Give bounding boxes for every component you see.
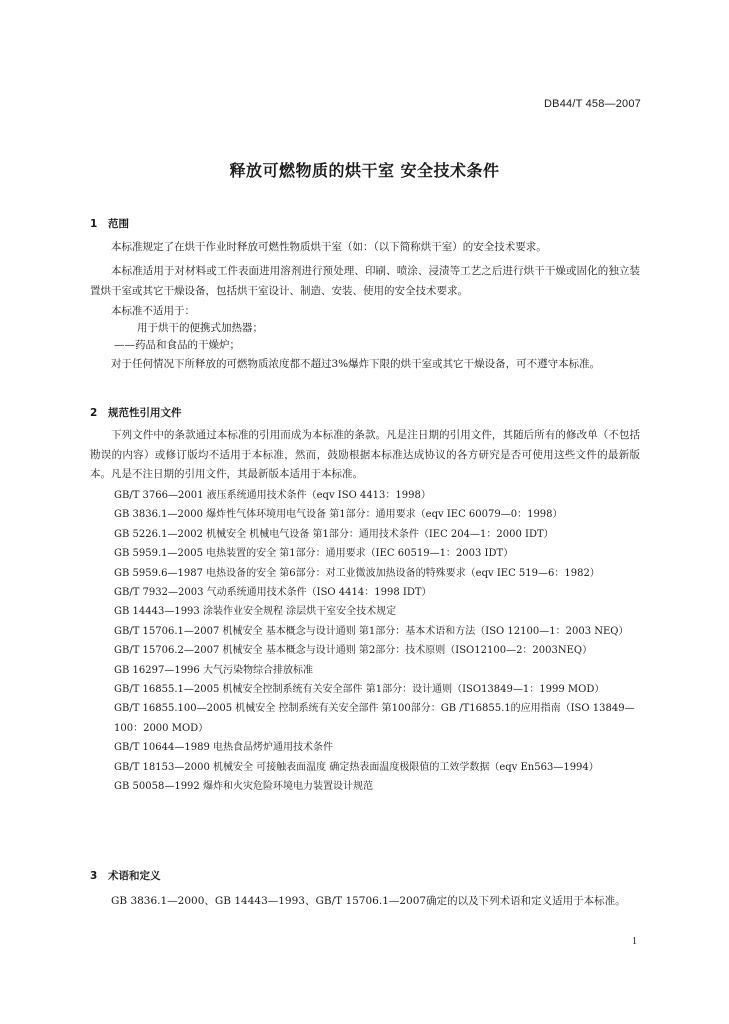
page-number: 1	[632, 936, 637, 947]
reference-item: GB/T 3766—2001 液压系统通用技术条件（eqv ISO 4413：1998）	[114, 490, 431, 501]
reference-item: GB 16297—1996 大气污染物综合排放标准	[114, 664, 313, 676]
normative-references-list	[114, 486, 646, 797]
reference-item: GB/T 18153—2000 机械安全 可接触表面温度 确定热表面温度极限值的工效学数据（eqv En563—1994）	[114, 761, 599, 773]
section-2-heading	[90, 405, 182, 420]
section-1-para-1: 本标准规定了在烘干作业时释放可燃性物质烘干室（如：（以下简称烘干室）的安全技术要求。	[111, 241, 547, 253]
reference-item: GB/T 10644—1989 电热食品烤炉通用技术条件	[114, 742, 333, 754]
reference-item: GB 5959.6—1987 电热设备的安全 第6部分：对工业微波加热设备的特殊要求（eqv IEC 519—6：1982）	[114, 567, 600, 579]
reference-item: GB 5959.1—2005 电热装置的安全 第1部分：通用要求（IEC 60519—1：2003 IDT）	[114, 548, 514, 560]
section-3-number: 3	[90, 870, 98, 882]
section-3-title: 术语和定义	[108, 870, 161, 882]
reference-item: GB/T 15706.2—2007 机械安全 基本概念与设计通则 第2部分：技术原则（ISO12100—2：2003NEQ）	[114, 645, 593, 657]
reference-item: GB/T 7932—2003 气动系统通用技术条件（ISO 4414：1998 IDT）	[114, 587, 432, 599]
section-2-intro: 下列文件中的条款通过本标准的引用而成为本标准的条款。凡是注日期的引用文件，其随后所有的修改单（不包括勘误的内容）或修订版均不适用于本标准，然而，鼓励根据本标准达成协议的各方研究是否可使用这些文件的最新版本。凡是不注日期的引用文件，其最新版本适用于本标准。	[90, 429, 640, 480]
reference-item: GB 50058—1992 爆炸和火灾危险环境电力装置设计规范	[114, 781, 373, 793]
section-1-para-4: 对于任何情况下所释放的可燃物质浓度都不超过3%爆炸下限的烘干室或其它干燥设备，可不遵守本标准。	[111, 358, 601, 370]
reference-item: GB 3836.1—2000 爆炸性气体环境用电气设备 第1部分：通用要求（eqv IEC 60079—0：1998）	[114, 509, 563, 521]
reference-item: GB 14443—1993 涂装作业安全规程 涂层烘干室安全技术规定	[114, 606, 397, 618]
reference-item: GB 5226.1—2002 机械安全 机械电气设备 第1部分：通用技术条件（IEC 204—1：2000 IDT）	[114, 528, 554, 540]
section-1-para-2: 本标准适用于对材料或工件表面进用溶剂进行预处理、印刷、喷涂、浸渍等工艺之后进行烘干干燥或固化的独立装置烘干室或其它干燥设备，包括烘干室设计、制造、安装、使用的安全技术要求。	[90, 265, 640, 297]
reference-item: GB/T 16855.100—2005 机械安全 控制系统有关安全部件 第100部分：GB /T16855.1的应用指南（ISO 13849—100：2000 MOD）	[114, 703, 635, 734]
section-2-title: 规范性引用文件	[108, 407, 182, 419]
section-1-number: 1	[90, 218, 98, 230]
section-1-title: 范围	[108, 218, 129, 230]
document-title: 释放可燃物质的烘干室 安全技术条件	[229, 161, 500, 180]
section-3-para-1: GB 3836.1—2000、GB 14443—1993、GB/T 15706.1—2007确定的以及下列术语和定义适用于本标准。	[111, 895, 626, 907]
section-3-heading	[90, 868, 161, 883]
reference-item: GB/T 16855.1—2005 机械安全控制系统有关安全部件 第1部分：设计通则（ISO13849—1：1999 MOD）	[114, 684, 605, 696]
section-1-para-3: 本标准不适用于：	[111, 305, 195, 317]
section-1-heading	[90, 216, 129, 231]
standard-number: DB44/T 458—2007	[544, 98, 641, 110]
reference-item: GB/T 15706.1—2007 机械安全 基本概念与设计通则 第1部分：基本术语和方法（ISO 12100—1：2003 NEQ）	[114, 625, 629, 637]
section-1-exclusion-1: 用于烘干的便携式加热器；	[137, 322, 263, 334]
section-2-number: 2	[90, 407, 98, 419]
section-1-exclusion-2: ——药品和食品的干燥炉；	[114, 339, 240, 351]
